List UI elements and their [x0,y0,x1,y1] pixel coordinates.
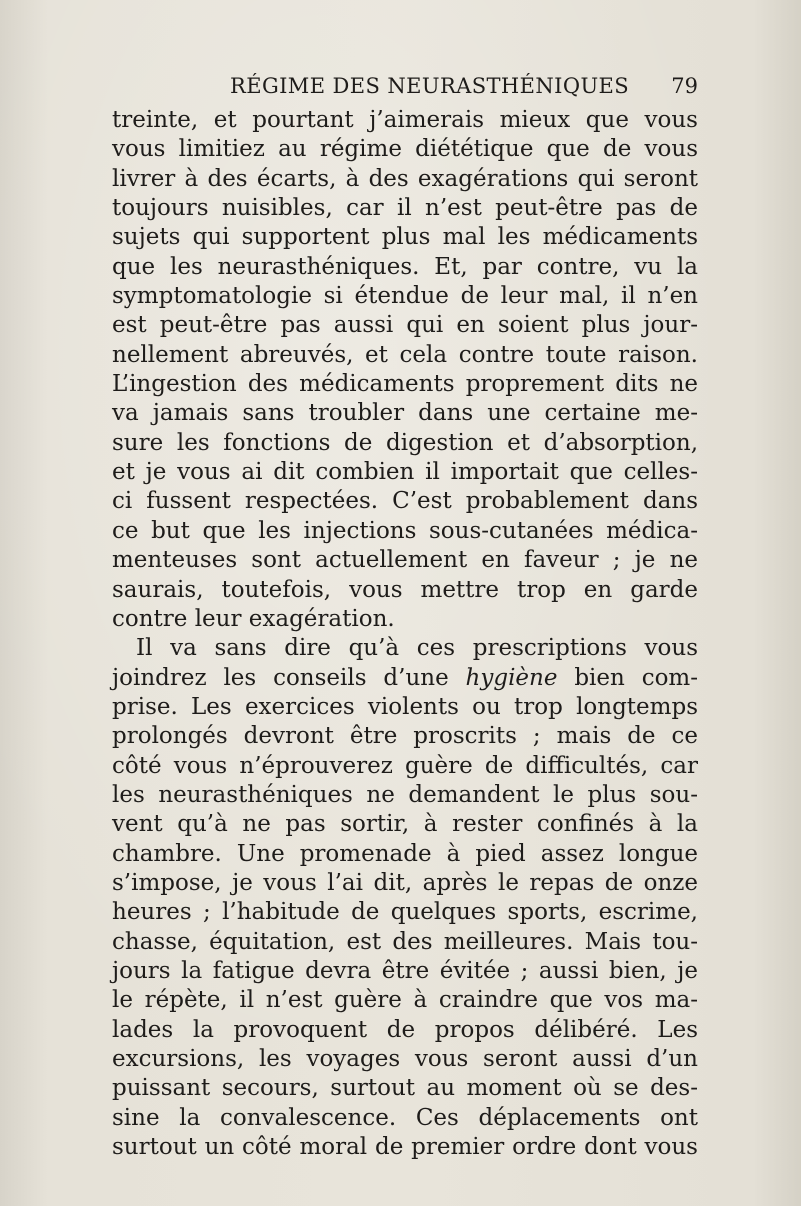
text-line-with-italic [112,664,698,693]
text-segment: Il va sans dire qu’à ces prescriptions vous [136,635,698,662]
text-line: nellement abreuvés, et cela contre toute raison. [112,341,698,368]
text-line: sure les fonctions de digestion et d’absorption, [112,429,698,456]
text-line: saurais, toutefois, vous mettre trop en garde [112,576,698,603]
paragraph-start-line [112,634,698,663]
text-line: heures ; l’habitude de quelques sports, escrime, [112,899,698,926]
text-line: va jamais sans troubler dans une certaine me- [112,400,698,427]
text-line: prise. Les exercices violents ou trop longtemps [112,693,698,720]
text-line: L’ingestion des médicaments proprement dits ne [112,371,698,398]
text-segment: joindrez les conseils d’une [112,664,466,691]
text-line: côté vous n’éprouverez guère de difficultés, car [112,752,698,779]
running-title: RÉGIME DES NEURASTHÉNIQUES [230,74,630,98]
text-line: surtout un côté moral de premier ordre dont vous [112,1134,698,1161]
text-line: et je vous ai dit combien il importait que celles- [112,459,698,486]
text-line: contre leur exagération. [112,605,395,632]
text-line: menteuses sont actuellement en faveur ; je ne [112,547,698,574]
body-text [112,106,698,1162]
text-line: puissant secours, surtout au moment où se des- [112,1075,698,1102]
text-line: prolongés devront être proscrits ; mais de ce [112,723,698,750]
text-line: toujours nuisibles, car il n’est peut-être pas de [112,195,698,222]
text-line: les neurasthéniques ne demandent le plus sou- [112,781,698,808]
text-line: vent qu’à ne pas sortir, à rester confinés à la [112,811,698,838]
text-line: est peut-être pas aussi qui en soient plus jour- [112,312,698,339]
text-line: ce but que les injections sous-cutanées médica- [112,517,698,544]
italic-word-hygiene: hygiène [465,664,558,691]
text-line: excursions, les voyages vous seront aussi d’un [112,1046,698,1072]
running-head [112,74,698,102]
text-line: jours la fatigue devra être évitée ; aussi bien, je [112,957,698,984]
text-line: sujets qui supportent plus mal les médicaments [112,224,698,251]
text-line: ci fussent respectées. C’est probablement dans [112,488,698,515]
page-number: 79 [671,74,698,98]
text-line: s’impose, je vous l’ai dit, après le repas de onze [112,869,698,896]
text-line: lades la provoquent de propos délibéré. Les [112,1016,698,1043]
text-line: le répète, il n’est guère à craindre que vos ma- [112,987,698,1014]
text-segment: bien com- [557,664,698,691]
text-line: vous limitiez au régime diététique que de vous [112,136,698,163]
text-line: livrer à des écarts, à des exagérations qui seront [112,165,698,192]
text-line: sine la convalescence. Ces déplacements ont [112,1104,698,1131]
text-line: que les neurasthéniques. Et, par contre, vu la [112,253,698,280]
text-line: chambre. Une promenade à pied assez longue [112,840,698,867]
text-line: chasse, équitation, est des meilleures. Mais tou- [112,928,698,955]
text-line: treinte, et pourtant j’aimerais mieux que vous [112,107,698,133]
text-line: symptomatologie si étendue de leur mal, il n’en [112,283,698,310]
